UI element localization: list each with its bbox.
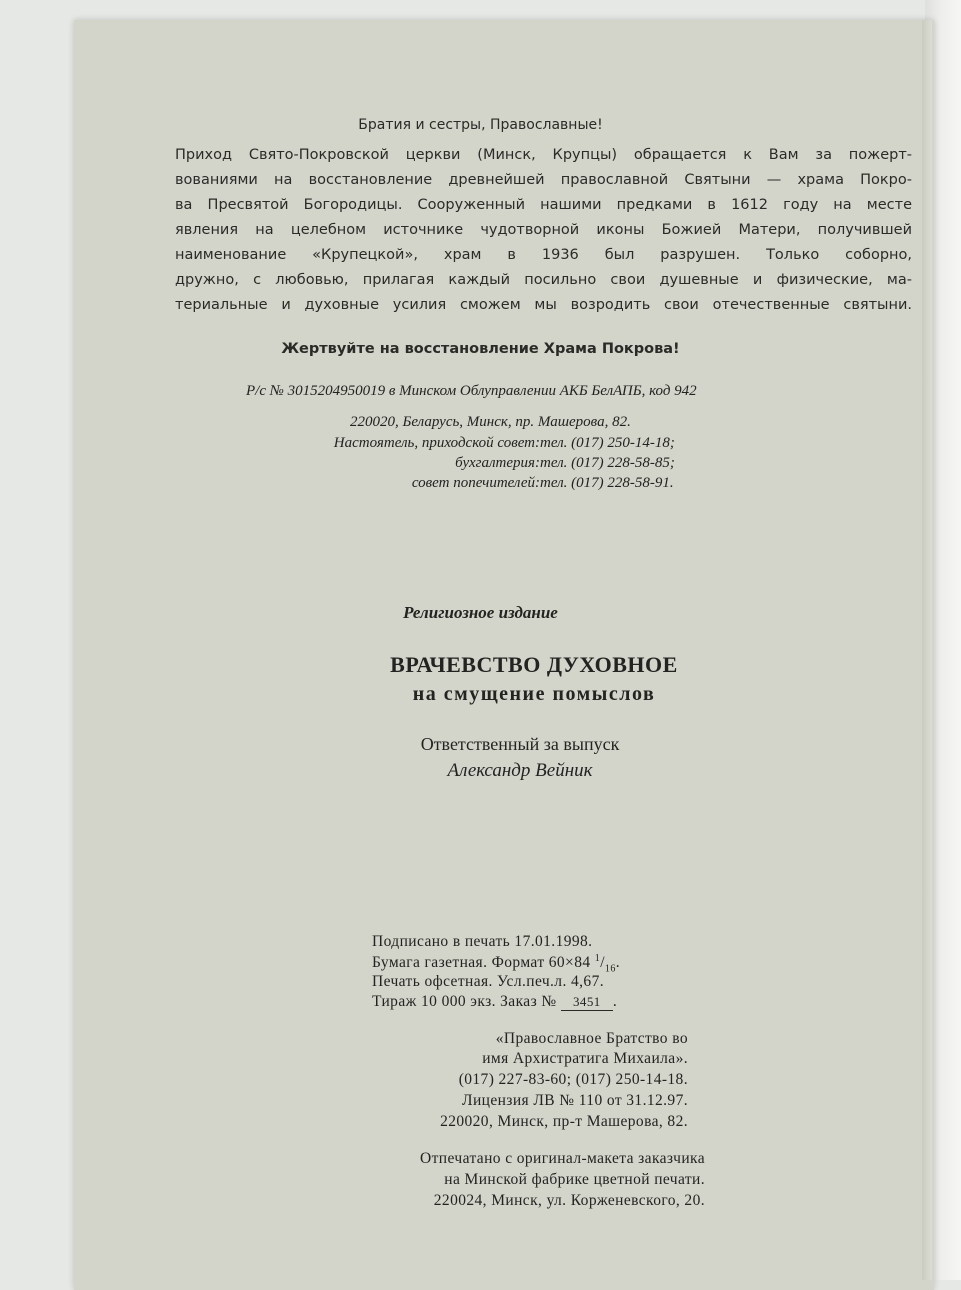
bank-account: Р/с № 3015204950019 в Минском Облуправлении АКБ БелАПБ, код 942: [246, 383, 697, 399]
format-fraction-numerator: 1: [594, 953, 601, 964]
book-subtitle: на смущение помыслов: [412, 683, 656, 705]
paper-format-text: Бумага газетная. Формат 60×84: [372, 954, 591, 972]
contact-label: бухгалтерия:: [455, 455, 540, 471]
imprint-run: Тираж 10 000 экз. Заказ № 3451 .: [372, 993, 618, 1010]
contact-phone: тел. (017) 250-14-18;: [540, 435, 675, 451]
responsible-label: Ответственный за выпуск: [420, 734, 620, 754]
contact-label: совет попечителей:: [411, 475, 540, 491]
parish-address: 220020, Беларусь, Минск, пр. Машерова, 82.: [350, 414, 631, 430]
page-edge: [922, 20, 932, 1280]
donation-call: Жертвуйте на восстановление Храма Покрова!: [281, 341, 680, 357]
printer-line: на Минской фабрике цветной печати.: [444, 1171, 705, 1188]
imprint-print: Печать офсетная. Усл.печ.л. 4,67.: [372, 973, 604, 990]
order-number: 3451: [561, 994, 613, 1011]
format-fraction-denominator: 16: [604, 963, 616, 975]
publisher-line: имя Архистратига Михаила».: [482, 1050, 688, 1067]
imprint-signed: Подписано в печать 17.01.1998.: [372, 933, 593, 950]
responsible-name: Александр Вейник: [447, 760, 593, 781]
appeal-line: Приход Свято-Покровской церкви (Минск, Крупцы) обращается к Вам за пожерт-: [175, 147, 912, 163]
publisher-line: 220020, Минск, пр-т Машерова, 82.: [440, 1113, 688, 1130]
appeal-heading: Братия и сестры, Православные!: [358, 117, 603, 133]
publication-type: Религиозное издание: [403, 603, 558, 622]
publisher-line: «Православное Братство во: [495, 1030, 688, 1047]
run-text: Тираж 10 000 экз. Заказ №: [372, 993, 557, 1010]
appeal-line: териальные и духовные усилия сможем мы возродить свои отечественные святыни.: [175, 297, 912, 313]
appeal-line: вованиями на восстановление древнейшей православной Святыни — храма Покро-: [175, 172, 912, 188]
publisher-line: (017) 227-83-60; (017) 250-14-18.: [458, 1071, 688, 1088]
appeal-line: наименование «Крупецкой», храм в 1936 был разрушен. Только соборно,: [175, 247, 912, 263]
contact-phone: тел. (017) 228-58-91.: [540, 475, 674, 491]
appeal-line: явления на целебном источнике чудотворной иконы Божией Матери, получившей: [175, 222, 912, 238]
appeal-line: дружно, с любовью, прилагая каждый посильно свои душевные и физические, ма-: [175, 272, 912, 288]
imprint-paper: Бумага газетная. Формат 60×84 $^1/_{16}$.: [372, 953, 621, 975]
contact-label: Настоятель, приходской совет:: [333, 435, 540, 451]
book-title: ВРАЧЕВСТВО ДУХОВНОЕ: [390, 652, 678, 677]
appeal-line: ва Пресвятой Богородицы. Сооруженный нашими предками в 1612 году на месте: [175, 197, 912, 213]
publisher-line: Лицензия ЛВ № 110 от 31.12.97.: [462, 1092, 688, 1109]
printer-line: 220024, Минск, ул. Корженевского, 20.: [433, 1192, 705, 1209]
printer-line: Отпечатано с оригинал-макета заказчика: [420, 1150, 705, 1167]
contact-phone: тел. (017) 228-58-85;: [540, 455, 675, 471]
